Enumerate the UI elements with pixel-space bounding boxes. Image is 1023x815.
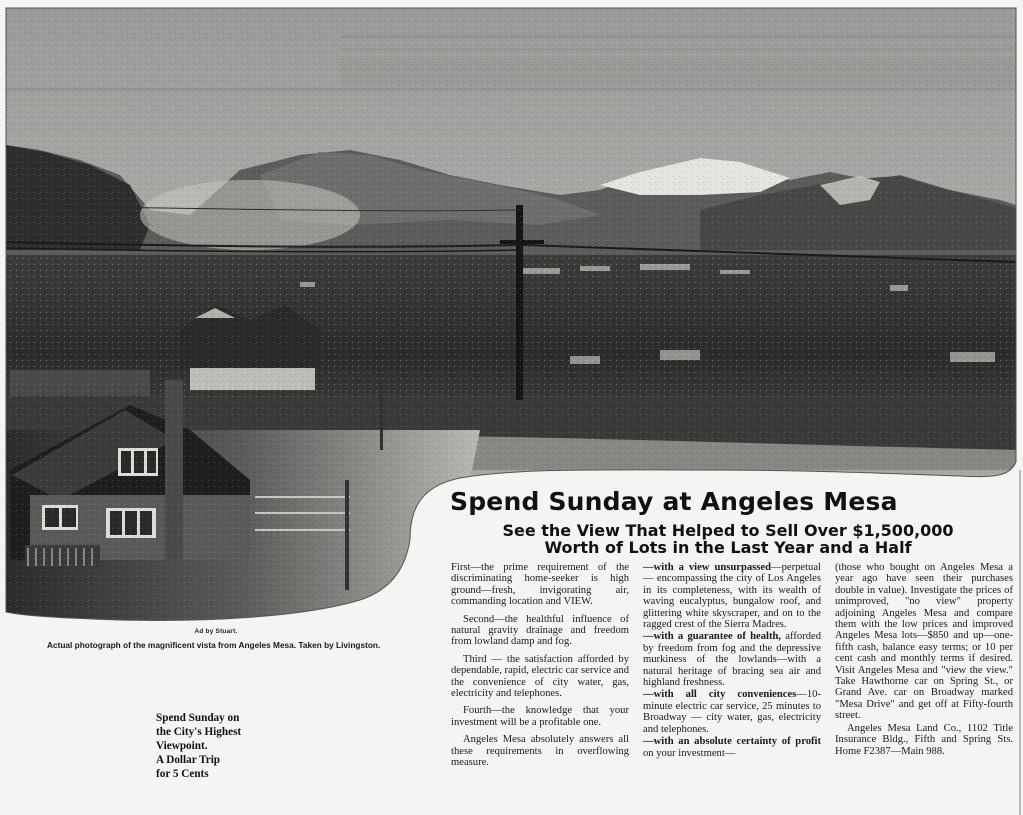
subhead-line-1: See the View That Helped to Sell Over $1,500,000 (502, 521, 954, 540)
sidebox-line: the City's Highest (156, 726, 242, 738)
paragraph: Second—the healthful influence of natural gravity drainage and freedom from lowland damp and fog. (451, 613, 629, 648)
sidebox-line: A Dollar Trip (156, 754, 221, 766)
sidebox-line: Spend Sunday on (156, 712, 240, 724)
promo-sidebox (156, 711, 286, 781)
sidebox-line: Viewpoint. (156, 740, 208, 752)
paragraph-lead: —with a guarantee of health, (643, 631, 782, 643)
paragraph-lead: —with an absolute certainty of profit (643, 736, 821, 748)
paragraph-text: on your investment— (643, 747, 736, 759)
paragraph: Angeles Mesa absolutely answers all these requirements in overflowing measure. (451, 734, 629, 769)
paragraph-text: afforded by freedom from fog and the depressive murkiness of the lowlands—with a natural heritage of bracing sea air and highland freshness. (643, 631, 821, 689)
paragraph: Fourth—the knowledge that your investment will be a profitable one. (451, 705, 629, 728)
subhead-line-2: Worth of Lots in the Last Year and a Half (544, 538, 912, 557)
page-edge (1019, 470, 1021, 815)
photo-caption: Actual photograph of the magnificent vista from Angeles Mesa. Taken by Livingston. (47, 640, 381, 650)
company-address: Angeles Mesa Land Co., 1102 Title Insurance Bldg., Fifth and Spring Sts. Home F2387—Main 988. (835, 722, 1013, 757)
ad-subhead (448, 522, 1008, 556)
paragraph (643, 631, 821, 688)
paragraph-text: —10-minute electric car service, 25 minutes to Broadway — city water, gas, electricity and telephones. (643, 689, 821, 735)
paragraph-lead: —with all city conveniences (643, 689, 797, 701)
ad-headline: Spend Sunday at Angeles Mesa (450, 487, 898, 516)
body-column-3 (835, 562, 1013, 758)
paragraph: First—the prime requirement of the discriminating home-seeker is high ground—fresh, invigorating air, commanding location and VIEW. (451, 562, 629, 608)
paragraph: (those who bought on Angeles Mesa a year ago have seen their purchases double in value). Investigate the prices of unimproved, "no view" property adjoining Angeles Mesa and compare them with the low prices and improved Angeles Mesa lots—$850 and up—one-fifth cash, balance easy terms; or 10 per cent cash and monthly terms if desired. Visit Angeles Mesa and "view the view." Take Hawthorne car on Spring St., or Grand Ave. car on Broadway marked "Mesa Drive" and get off at Fifty-fourth street. (835, 562, 1013, 722)
paragraph-lead: —with a view unsurpassed (643, 562, 771, 573)
sidebox-line: for 5 Cents (156, 768, 209, 780)
body-column-1 (451, 562, 629, 775)
ad-credit: Ad by Stuart. (194, 628, 238, 635)
paragraph (643, 562, 821, 630)
paragraph (643, 689, 821, 735)
paragraph-text: —perpetual — encompassing the city of Los Angeles in its completeness, with its wealth of waving eucalyptus, bungalow roof, and glittering white skyscraper, and on to the ragged crest of the Sierra Madres. (643, 562, 821, 631)
body-column-2 (643, 562, 821, 760)
paragraph (643, 736, 821, 759)
paragraph: Third — the satisfaction afforded by dependable, rapid, electric car service and the convenience of city water, gas, electricity and telephones. (451, 653, 629, 700)
